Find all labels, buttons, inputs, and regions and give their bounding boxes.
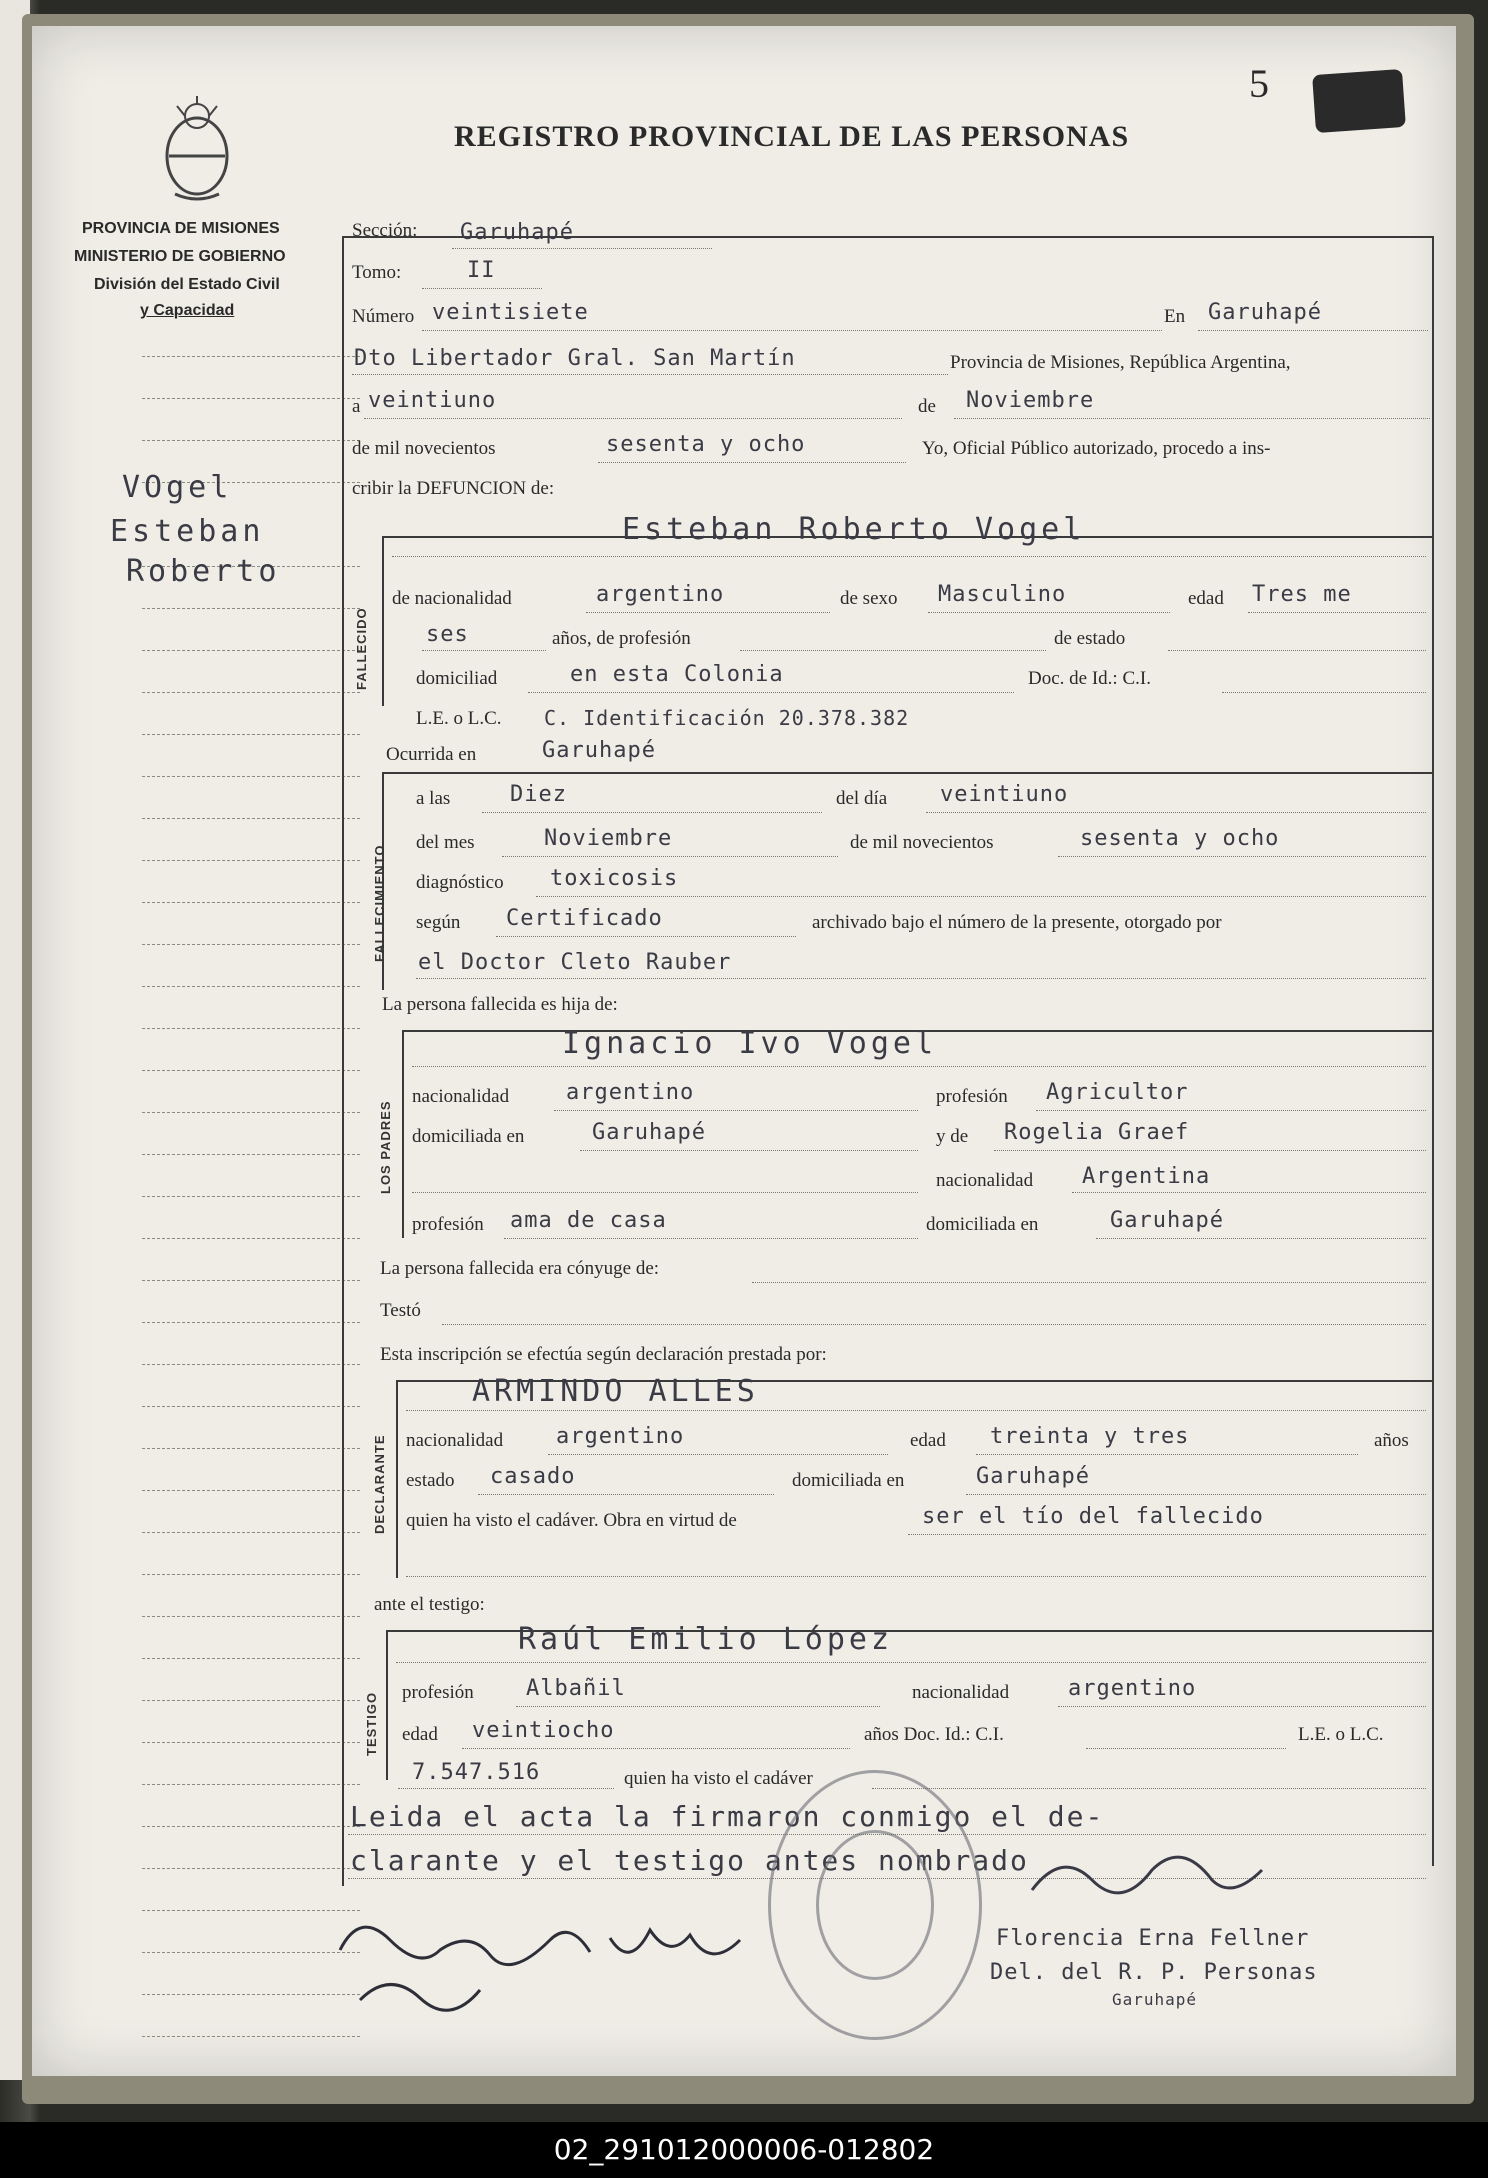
mes2-value: Noviembre — [544, 826, 673, 851]
numero-value: veintisiete — [432, 300, 589, 325]
test-nacionalidad-value: argentino — [1068, 1676, 1197, 1701]
division-label: División del Estado Civil — [94, 276, 280, 293]
decl-edad-value: treinta y tres — [990, 1424, 1190, 1449]
margin-surname: VOgel — [122, 470, 233, 505]
dia-value: veintiuno — [368, 388, 497, 413]
test-doc-label: años Doc. Id.: C.I. — [864, 1724, 1004, 1745]
madre-profesion-label: profesión — [412, 1214, 484, 1235]
tape-mark — [1312, 69, 1406, 133]
numero-label: Número — [352, 306, 415, 327]
page-number: 5 — [1249, 61, 1269, 106]
test-edad-label: edad — [402, 1724, 438, 1745]
de-mil-label: de mil novecientos — [352, 438, 496, 459]
decl-nacionalidad-value: argentino — [556, 1424, 685, 1449]
archivado-label: archivado bajo el número de la presente, otorgado por — [812, 912, 1222, 933]
anio2-value: sesenta y ocho — [1080, 826, 1280, 851]
closing-line-2: clarante y el testigo antes nombrado — [350, 1844, 1029, 1877]
seccion-value: Garuhapé — [460, 220, 574, 245]
padre-profesion-value: Agricultor — [1046, 1080, 1189, 1105]
mes-value: Noviembre — [966, 388, 1095, 413]
anio-value: sesenta y ocho — [606, 432, 806, 457]
de-label: de — [918, 396, 936, 417]
certificate-page — [32, 26, 1456, 2076]
edad-value-2: ses — [426, 622, 469, 647]
departamento-value: Dto Libertador Gral. San Martín — [354, 346, 796, 371]
decl-quien-label: quien ha visto el cadáver. Obra en virtud de — [406, 1510, 737, 1531]
main-divider — [342, 236, 344, 1886]
province-label: PROVINCIA DE MISIONES — [82, 220, 280, 237]
madre-value: Rogelia Graef — [1004, 1120, 1190, 1145]
estado-label: de estado — [1054, 628, 1126, 649]
padre-nacionalidad-label: nacionalidad — [412, 1086, 510, 1107]
edad-value-1: Tres me — [1252, 582, 1352, 607]
coat-of-arms-icon — [157, 94, 237, 204]
segun-value: Certificado — [506, 906, 663, 931]
document-title: REGISTRO PROVINCIAL DE LAS PERSONAS — [454, 120, 1130, 153]
padres-side-label: LOS PADRES — [378, 1100, 393, 1194]
official-location: Garuhapé — [1112, 1990, 1198, 2009]
segun-label: según — [416, 912, 461, 933]
ministry-label: MINISTERIO DE GOBIERNO — [74, 248, 286, 265]
tomo-value: II — [467, 258, 496, 283]
oficial-label: Yo, Oficial Público autorizado, procedo a ins- — [922, 438, 1271, 459]
del-dia-label: del día — [836, 788, 888, 809]
closing-line-1: Leida el acta la firmaron conmigo el de- — [350, 1800, 1105, 1833]
test-profesion-label: profesión — [402, 1682, 474, 1703]
declarante-value: ARMINDO ALLES — [472, 1374, 759, 1409]
dia2-value: veintiuno — [940, 782, 1069, 807]
inscribir-label: cribir la DEFUNCION de: — [352, 478, 555, 499]
nacionalidad-de-label: de nacionalidad — [392, 588, 512, 609]
doctor-value: el Doctor Cleto Rauber — [418, 950, 732, 975]
a-las-label: a las — [416, 788, 451, 809]
domicilio-value: en esta Colonia — [570, 662, 784, 687]
diagnostico-value: toxicosis — [550, 866, 679, 891]
seccion-label: Sección: — [352, 220, 418, 241]
padre-nacionalidad-value: argentino — [566, 1080, 695, 1105]
decl-anos-label: años — [1374, 1430, 1409, 1451]
capacity-label: y Capacidad — [140, 302, 235, 319]
fallecido-side-label: FALLECIDO — [354, 607, 369, 690]
test-le-label: L.E. o L.C. — [1298, 1724, 1384, 1745]
y-de-label: y de — [936, 1126, 969, 1147]
decl-nacionalidad-label: nacionalidad — [406, 1430, 504, 1451]
madre-domicilio-value: Garuhapé — [1110, 1208, 1224, 1233]
declaracion-label: Esta inscripción se efectúa según declaración prestada por: — [380, 1344, 827, 1365]
test-nacionalidad-label: nacionalidad — [912, 1682, 1010, 1703]
image-caption: 02_291012000006-012802 — [0, 2122, 1488, 2178]
test-doc-value: 7.547.516 — [412, 1760, 541, 1785]
decl-estado-label: estado — [406, 1470, 455, 1491]
madre-domicilio-label: domiciliada en — [926, 1214, 1039, 1235]
decl-obra-value: ser el tío del fallecido — [922, 1504, 1264, 1529]
del-mes-label: del mes — [416, 832, 475, 853]
le-label: L.E. o L.C. — [416, 708, 502, 729]
margin-given-1: Esteban — [110, 514, 265, 549]
madre-profesion-value: ama de casa — [510, 1208, 667, 1233]
test-profesion-value: Albañil — [526, 1676, 626, 1701]
official-seal-inner — [816, 1830, 934, 1980]
tomo-label: Tomo: — [352, 262, 402, 283]
nacionalidad-value: argentino — [596, 582, 725, 607]
official-title: Del. del R. P. Personas — [990, 1960, 1318, 1985]
padre-value: Ignacio Ivo Vogel — [562, 1026, 938, 1061]
decl-domicilio-value: Garuhapé — [976, 1464, 1090, 1489]
edad-label: edad — [1188, 588, 1224, 609]
declarante-side-label: DECLARANTE — [372, 1434, 387, 1534]
madre-nacionalidad-value: Argentina — [1082, 1164, 1211, 1189]
domiciliad-label: domiciliad — [416, 668, 498, 689]
testo-label: Testó — [380, 1300, 421, 1321]
test-quien-label: quien ha visto el cadáver — [624, 1768, 813, 1789]
declarant-signature — [330, 1910, 800, 2020]
sexo-label: de sexo — [840, 588, 898, 609]
de-mil2-label: de mil novecientos — [850, 832, 994, 853]
hija-label: La persona fallecida es hija de: — [382, 994, 618, 1015]
test-edad-value: veintiocho — [472, 1718, 615, 1743]
padre-domicilio-label: domiciliada en — [412, 1126, 525, 1147]
decl-edad-label: edad — [910, 1430, 946, 1451]
ante-label: ante el testigo: — [374, 1594, 485, 1615]
provincia-label: Provincia de Misiones, República Argentina, — [950, 352, 1291, 373]
madre-nacionalidad-label: nacionalidad — [936, 1170, 1034, 1191]
margin-given-2: Roberto — [126, 554, 281, 589]
hora-value: Diez — [510, 782, 567, 807]
testigo-side-label: TESTIGO — [364, 1691, 379, 1756]
padre-profesion-label: profesión — [936, 1086, 1008, 1107]
anos-profesion-label: años, de profesión — [552, 628, 691, 649]
fallecimiento-side-label: FALLECIMIENTO — [372, 844, 387, 962]
le-value: C. Identificación 20.378.382 — [544, 706, 910, 730]
official-name: Florencia Erna Fellner — [996, 1926, 1310, 1951]
en-label: En — [1164, 306, 1186, 327]
decl-domicilio-label: domiciliada en — [792, 1470, 905, 1491]
padre-domicilio-value: Garuhapé — [592, 1120, 706, 1145]
a-label: a — [352, 396, 361, 417]
official-signature — [1012, 1840, 1272, 1920]
doc-label: Doc. de Id.: C.I. — [1028, 668, 1151, 689]
sexo-value: Masculino — [938, 582, 1067, 607]
conyuge-label: La persona fallecida era cónyuge de: — [380, 1258, 660, 1279]
ocurrida-value: Garuhapé — [542, 738, 656, 763]
ocurrida-label: Ocurrida en — [386, 744, 477, 765]
fallecido-name: Esteban Roberto Vogel — [622, 512, 1086, 547]
diagnostico-label: diagnóstico — [416, 872, 504, 893]
en-value: Garuhapé — [1208, 300, 1322, 325]
testigo-value: Raúl Emilio López — [518, 1622, 894, 1657]
decl-estado-value: casado — [490, 1464, 576, 1489]
